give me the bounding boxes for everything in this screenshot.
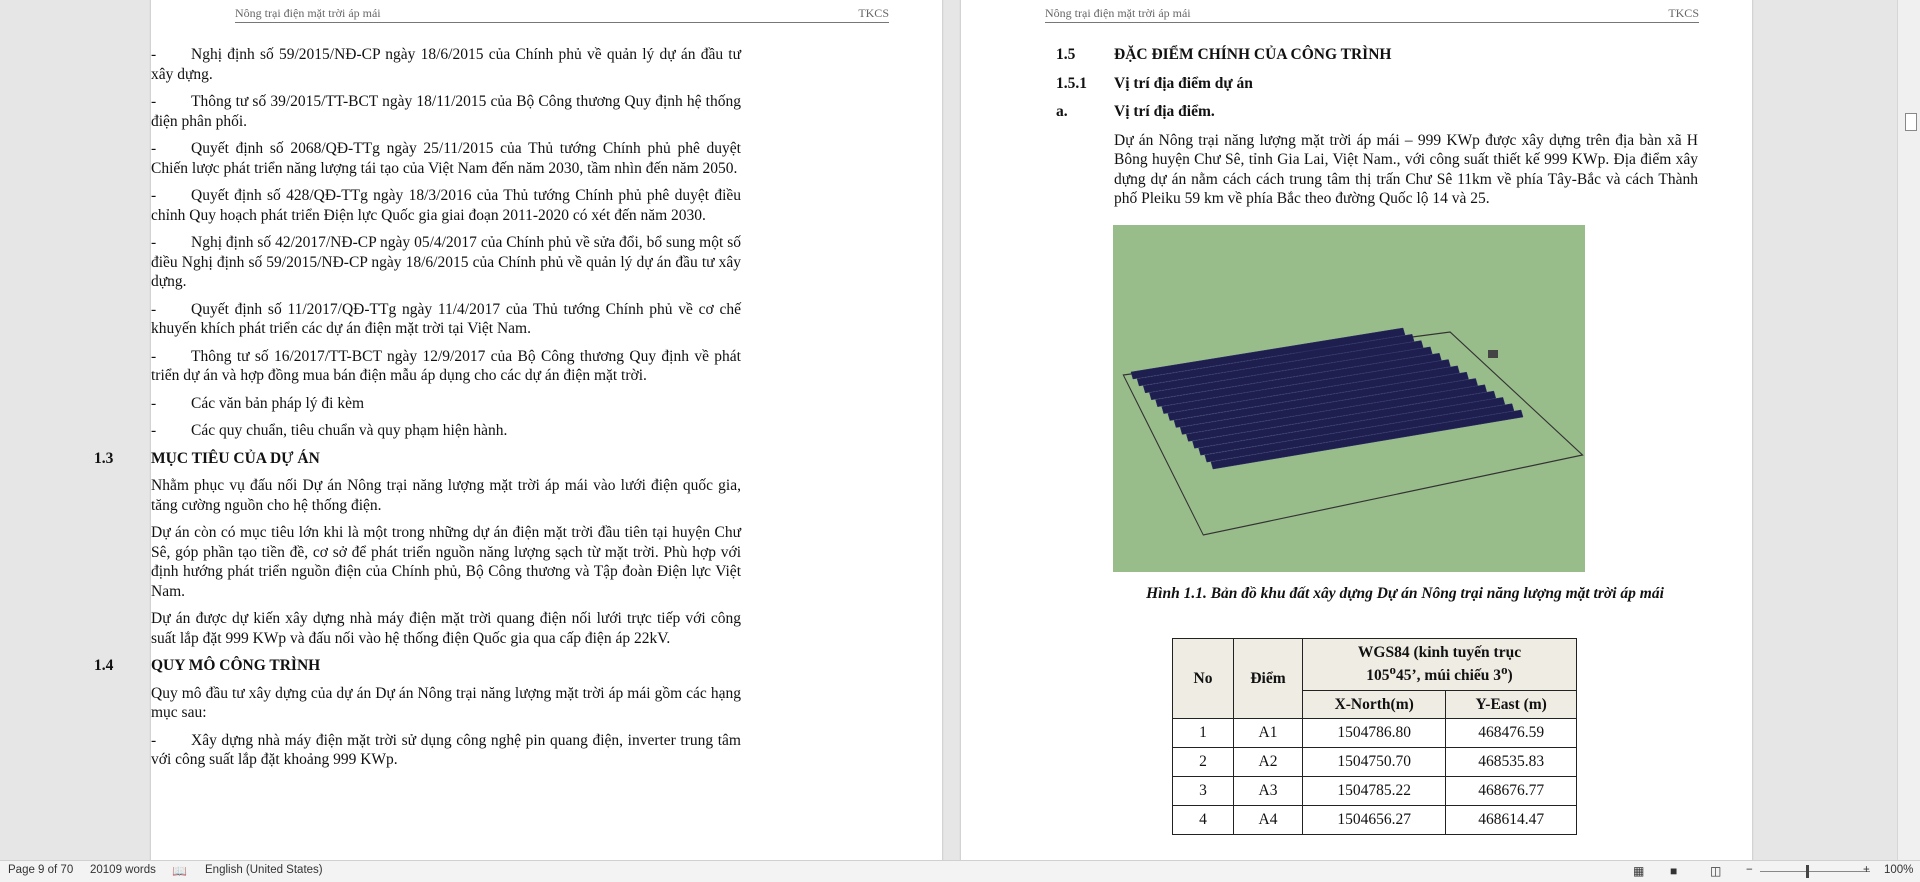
coordinates-table [1172,638,1577,835]
paragraph: Quy mô đầu tư xây dựng của dự án Dự án Nông trại năng lượng mặt trời áp mái gồm các hạng mục sau: [151,684,741,721]
table-row: 4 A4 1504656.27 468614.47 [1173,806,1577,835]
vertical-scrollbar[interactable] [1897,0,1920,860]
list-item: - Các quy chuẩn, tiêu chuẩn và quy phạm hiện hành. [151,422,508,439]
section-heading-a: a. Vị trí địa điểm. [1056,103,1215,120]
paragraph: Dự án còn có mục tiêu lớn khi là một trong những dự án điện mặt trời đầu tiên tại huyện Chư Sê, góp phần tạo tiền đề, cơ sở để phát triển nguồn năng lượng sạch từ mặt trời. Phù hợp với định hướng phát triển nguồn điện của Chính phủ, Bộ Công thương và Tập đoàn Điện lực Việt Nam. [151,524,741,600]
header-code: TKCS [1668,6,1699,20]
zoom-in-icon[interactable]: + [1863,864,1870,876]
status-bar [0,860,1920,882]
word-count[interactable]: 20109 words [90,864,156,876]
section-heading-1-5: 1.5 ĐẶC ĐIỂM CHÍNH CỦA CÔNG TRÌNH [1056,46,1392,63]
list-item: - Các văn bản pháp lý đi kèm [151,394,365,412]
solar-farm-illustration [1113,225,1585,572]
paragraph: Nhằm phục vụ đấu nối Dự án Nông trại năng lượng mặt trời áp mái vào lưới điện quốc gia, tăng cường nguồn cho hệ thống điện. [151,477,741,514]
paragraph: Dự án Nông trại năng lượng mặt trời áp mái – 999 KWp được xây dựng trên địa bàn xã H Bông huyện Chư Sê, tỉnh Gia Lai, Việt Nam., với công suất thiết kế 999 KWp. Địa điểm xây dựng dự án nằm cách cách trung tâm thị trấn Chư Sê 11km về phía Tây-Bắc và cách Thành phố Pleiku 59 km về phía Bắc theo đường Quốc lộ 14 và 25. [1114,131,1698,207]
web-layout-icon[interactable]: ◫ [1710,864,1722,878]
language-label[interactable]: English (United States) [205,864,323,876]
print-layout-icon[interactable]: ■ [1670,864,1678,878]
col-header-x: X-North(m) [1303,691,1446,719]
right-page-body [1056,45,1698,209]
zoom-slider[interactable] [1760,871,1870,872]
paragraph: Dự án được dự kiến xây dựng nhà máy điện mặt trời quang điện nối lưới trực tiếp với công suất lắp đặt 999 KWp và đấu nối vào hệ thống điện Quốc gia qua cấp điện áp 22kV. [151,610,741,647]
table-row: 1 A1 1504786.80 468476.59 [1173,719,1577,748]
page-count[interactable]: Page 9 of 70 [8,864,74,876]
proofing-icon[interactable]: 📖 [172,864,187,878]
zoom-slider-thumb[interactable] [1806,865,1809,878]
section-heading-1-3: 1.3 MỤC TIÊU CỦA DỰ ÁN [94,449,320,467]
header-code: TKCS [858,6,889,20]
table-row: 3 A3 1504785.22 468676.77 [1173,777,1577,806]
section-heading-1-5-1: 1.5.1 Vị trí địa điểm dự án [1056,74,1253,92]
list-item: - Quyết định số 2068/QĐ-TTg ngày 25/11/2015 của Thủ tướng Chính phủ phê duyệt Chiến lược phát triển năng lượng tái tạo của Việt Nam đến năm 2030, tầm nhìn đến năm 2050. [151,140,741,177]
read-mode-icon[interactable]: ▦ [1633,864,1645,878]
list-item: - Nghị định số 59/2015/NĐ-CP ngày 18/6/2015 của Chính phủ về quản lý dự án đầu tư xây dựng. [151,46,741,83]
list-item: - Thông tư số 16/2017/TT-BCT ngày 12/9/2017 của Bộ Công thương Quy định về phát triển dự án và hợp đồng mua bán điện mẫu áp dụng cho các dự án điện mặt trời. [151,347,741,384]
left-page-body [94,45,741,778]
page-header [1045,6,1699,23]
scrollbar-thumb[interactable] [1905,113,1917,131]
figure-caption: Hình 1.1. Bản đồ khu đất xây dựng Dự án Nông trại năng lượng mặt trời áp mái [1146,585,1664,602]
col-header-no: No [1173,639,1234,719]
page-header [235,6,889,23]
col-header-y: Y-East (m) [1446,691,1577,719]
table-row: 2 A2 1504750.70 468535.83 [1173,748,1577,777]
header-title: Nông trại điện mặt trời áp mái [1045,6,1191,20]
list-item: - Quyết định số 11/2017/QĐ-TTg ngày 11/4/2017 của Thủ tướng Chính phủ về cơ chế khuyến khích phát triển các dự án điện mặt trời tại Việt Nam. [151,300,741,337]
col-header-wgs84: WGS84 (kinh tuyến trục 105$^o$45’, múi chiếu 3$^o$) [1303,639,1577,691]
section-heading-1-4: 1.4 QUY MÔ CÔNG TRÌNH [94,657,321,674]
col-header-point: Điểm [1234,639,1303,719]
list-item: - Nghị định số 42/2017/NĐ-CP ngày 05/4/2017 của Chính phủ về sửa đổi, bổ sung một số điều Nghị định số 59/2015/NĐ-CP ngày 18/6/2015 của Chính phủ về quản lý dự án đầu tư xây dựng. [151,234,741,290]
list-item: - Thông tư số 39/2015/TT-BCT ngày 18/11/2015 của Bộ Công thương Quy định hệ thống điện phân phối. [151,93,741,130]
zoom-out-icon[interactable]: − [1746,864,1753,876]
header-title: Nông trại điện mặt trời áp mái [235,6,381,20]
zoom-level[interactable]: 100% [1884,864,1914,876]
list-item: - Xây dựng nhà máy điện mặt trời sử dụng công nghệ pin quang điện, inverter trung tâm với công suất lắp đặt khoảng 999 KWp. [151,731,741,768]
solar-farm-figure [1113,225,1585,572]
list-item: - Quyết định số 428/QĐ-TTg ngày 18/3/2016 của Thủ tướng Chính phủ phê duyệt điều chỉnh Quy hoạch phát triển Điện lực Quốc gia giai đoạn 2011-2020 có xét đến năm 2030. [151,187,741,224]
